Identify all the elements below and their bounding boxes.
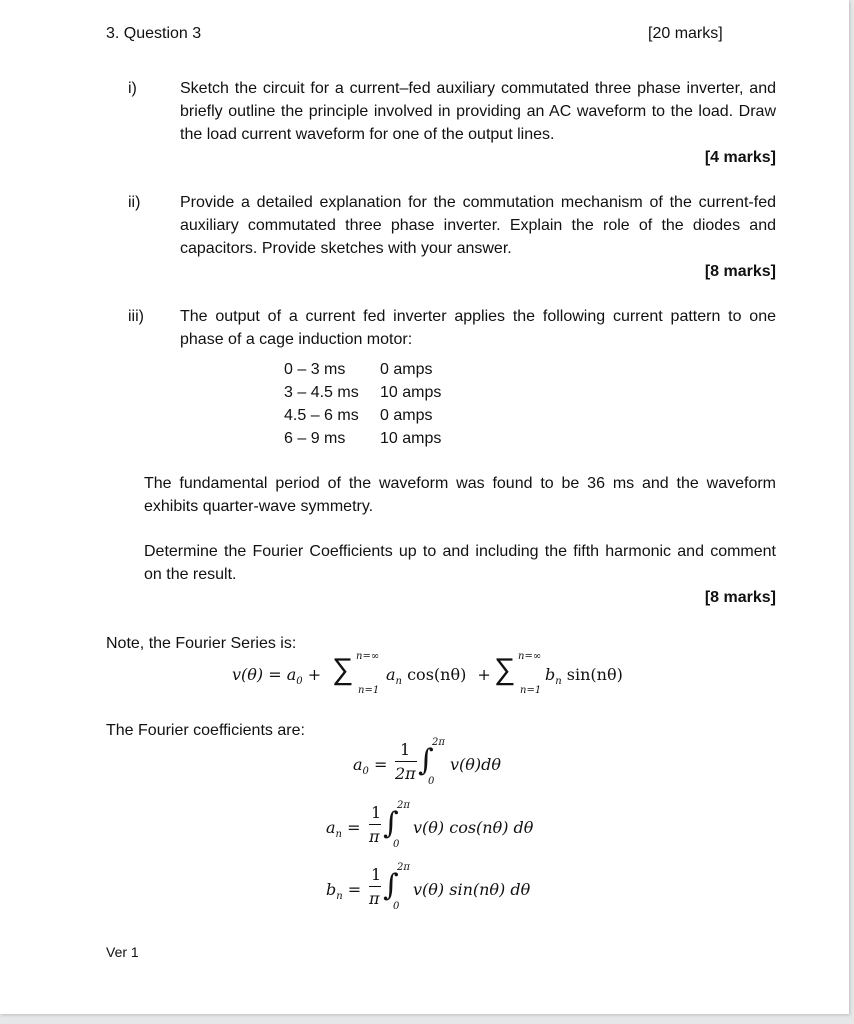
period-text: The fundamental period of the waveform was found to be 36 ms and the waveform exhibits quarter-wave symmetry. bbox=[144, 475, 776, 515]
part-iii-intro: The output of a current fed inverter applies the following current pattern to one phase of a cage induction motor: bbox=[180, 308, 776, 348]
time-cell: 0 – 3 ms bbox=[284, 361, 346, 378]
current-cell: 10 amps bbox=[380, 384, 442, 401]
part-iii-marks: [8 marks] bbox=[704, 589, 776, 606]
part-ii-marks: [8 marks] bbox=[704, 263, 776, 280]
an-integrand: v(θ) cos(nθ) dθ bbox=[413, 818, 534, 837]
bn-lhs: $b_n$ = bbox=[326, 880, 362, 903]
table-row bbox=[284, 427, 441, 450]
an-fraction-bar bbox=[369, 824, 381, 825]
part-ii-label: ii) bbox=[128, 194, 141, 211]
time-cell: 4.5 – 6 ms bbox=[284, 407, 359, 424]
table-row bbox=[284, 381, 441, 404]
bn-integral-sign: ∫ bbox=[383, 868, 399, 903]
a0-numerator: 1 bbox=[400, 740, 411, 759]
part-iii-label: iii) bbox=[128, 308, 144, 325]
sigma-2-lower: n=1 bbox=[520, 685, 542, 696]
cos-term: $a_n$ cos(nθ) + bbox=[386, 665, 491, 688]
bn-numerator: 1 bbox=[371, 865, 382, 884]
a0-lower-limit: 0 bbox=[428, 776, 435, 787]
bn-upper-limit: 2π bbox=[397, 862, 410, 873]
table-row bbox=[284, 358, 441, 381]
a0-upper-limit: 2π bbox=[432, 737, 445, 748]
current-pattern-table bbox=[284, 358, 441, 450]
series-lhs: $v(\theta) = a_0$ + bbox=[232, 665, 322, 688]
question-total-marks: [20 marks] bbox=[648, 25, 723, 42]
coeff-note: The Fourier coefficients are: bbox=[106, 722, 305, 739]
a0-integral-sign: ∫ bbox=[418, 743, 434, 778]
series-note: Note, the Fourier Series is: bbox=[106, 635, 297, 652]
an-lower-limit: 0 bbox=[393, 839, 400, 850]
current-cell: 10 amps bbox=[380, 430, 442, 447]
sin-term: $b_n$ sin(nθ) bbox=[545, 665, 623, 688]
task-text: Determine the Fourier Coefficients up to and including the fifth harmonic and comment on the result. bbox=[144, 543, 776, 583]
time-cell: 6 – 9 ms bbox=[284, 430, 346, 447]
a0-lhs: $a_0$ = bbox=[353, 755, 388, 778]
sigma-2-upper: n=∞ bbox=[518, 651, 542, 662]
question-heading: 3. Question 3 bbox=[106, 25, 202, 42]
version-label: Ver 1 bbox=[106, 944, 139, 960]
an-integral-sign: ∫ bbox=[383, 806, 399, 841]
time-cell: 3 – 4.5 ms bbox=[284, 384, 359, 401]
part-i-marks: [4 marks] bbox=[704, 149, 776, 166]
bn-integrand: v(θ) sin(nθ) dθ bbox=[413, 880, 531, 899]
a0-denominator: 2π bbox=[395, 764, 416, 783]
current-cell: 0 amps bbox=[380, 407, 433, 424]
sigma-1-upper: n=∞ bbox=[356, 651, 380, 662]
bn-denominator: π bbox=[369, 889, 380, 908]
table-row bbox=[284, 404, 441, 427]
an-denominator: π bbox=[369, 827, 380, 846]
sigma-1-lower: n=1 bbox=[358, 685, 380, 696]
part-i-label: i) bbox=[128, 80, 137, 97]
bn-fraction-bar bbox=[369, 886, 381, 887]
an-upper-limit: 2π bbox=[397, 800, 410, 811]
an-numerator: 1 bbox=[371, 803, 382, 822]
part-i-text: Sketch the circuit for a current–fed auxiliary commutated three phase inverter, and briefly outline the principle involved in providing an AC waveform to the load. Draw the load current waveform for one of the output lines. bbox=[180, 80, 776, 143]
sigma-2: ∑ bbox=[494, 652, 516, 687]
sigma-1: ∑ bbox=[332, 652, 354, 687]
bn-lower-limit: 0 bbox=[393, 901, 400, 912]
current-cell: 0 amps bbox=[380, 361, 433, 378]
a0-fraction-bar bbox=[395, 761, 417, 762]
a0-integrand: v(θ)dθ bbox=[450, 755, 502, 774]
part-ii-text: Provide a detailed explanation for the commutation mechanism of the current-fed auxiliary commutated three phase inverter. Explain the role of the diodes and capacitors. Provide sketches with your answer. bbox=[180, 194, 776, 257]
an-lhs: $a_n$ = bbox=[326, 818, 361, 841]
